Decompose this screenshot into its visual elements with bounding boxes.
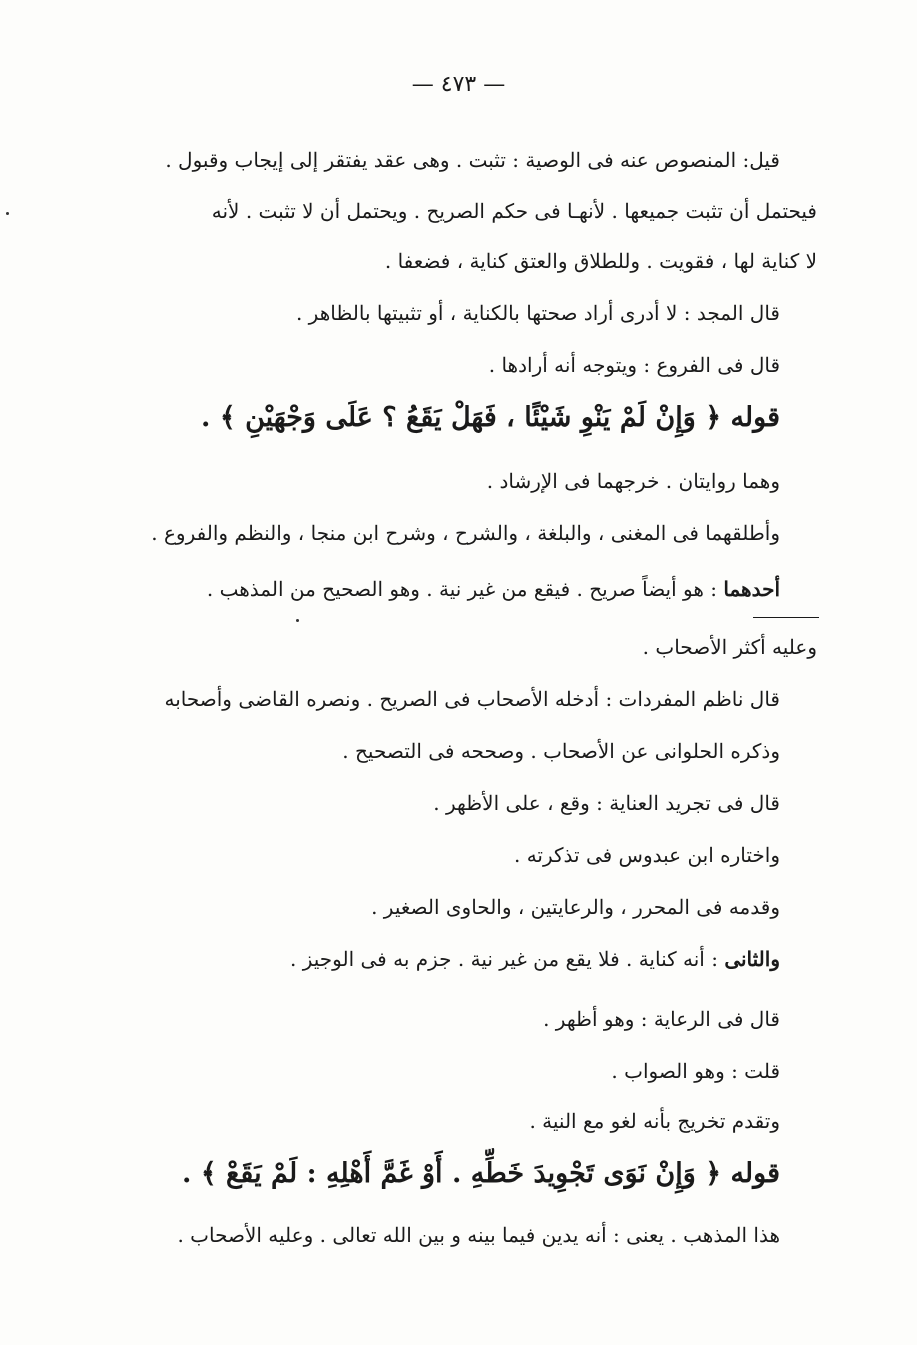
line-text: قال فى الرعاية : وهو أظهر . (543, 1007, 780, 1031)
line-text: لا كناية لها ، فقويت . وللطلاق والعتق كناية ، فضعفا . (384, 249, 817, 273)
text-line (433, 788, 780, 818)
line-text: هذا المذهب . يعنى : أنه يدين فيما بينه و بين الله تعالى . وعليه الأصحاب . (177, 1223, 780, 1247)
text-line (165, 145, 780, 175)
text-line (212, 196, 817, 226)
text-line (290, 944, 780, 974)
text-line (643, 632, 817, 662)
line-text: قال فى الفروع : ويتوجه أنه أرادها . (488, 353, 780, 377)
line-text: فيحتمل أن تثبت جميعها . لأنهـا فى حكم الصريح . ويحتمل أن لا تثبت . لأنه (211, 199, 817, 223)
print-speck (296, 619, 299, 622)
line-text: قال المجد : لا أدرى أراد صحتها بالكناية ، أو تثبيتها بالظاهر . (295, 301, 780, 325)
text-line (371, 892, 780, 922)
text-line (487, 466, 780, 496)
print-speck (6, 212, 9, 215)
quoted-heading (182, 1154, 780, 1194)
line-text: وهما روايتان . خرجهما فى الإرشاد . (486, 469, 780, 493)
line-text: قال ناظم المفردات : أدخله الأصحاب فى الصريح . ونصره القاضى وأصحابه (164, 687, 780, 711)
lead-word: قوله (730, 1158, 780, 1189)
line-text: وعليه أكثر الأصحاب . (642, 635, 817, 659)
lead-word: أحدهما (723, 577, 780, 601)
text-line (177, 1220, 780, 1250)
text-line (543, 1004, 780, 1034)
quoted-text: ﴿ وَإِنْ نَوَى تَجْوِيدَ خَطِّهِ . أَوْ غَمَّ أَهْلِهِ : لَمْ يَقَعْ ﴾ . (182, 1158, 722, 1189)
line-text: قلت : وهو الصواب . (611, 1059, 780, 1083)
quoted-heading (201, 398, 780, 438)
page-number: — ٤٧٣ — (411, 72, 506, 97)
overline-mark (753, 617, 819, 618)
text-line (164, 684, 780, 714)
line-text: وتقدم تخريج بأنه لغو مع النية . (529, 1109, 780, 1133)
text-line (296, 298, 780, 328)
line-text: : أنه كناية . فلا يقع من غير نية . جزم به فى الوجيز . (290, 947, 718, 971)
text-line (489, 350, 780, 380)
lead-word: قوله (730, 402, 780, 433)
text-line (529, 1106, 780, 1136)
line-text: واختاره ابن عبدوس فى تذكرته . (513, 843, 780, 867)
text-line (151, 518, 780, 548)
line-text: وذكره الحلوانى عن الأصحاب . وصححه فى التصحيح . (342, 739, 780, 763)
lead-word: والثانى (724, 947, 780, 971)
quoted-text: ﴿ وَإِنْ لَمْ يَنْوِ شَيْئًا ، فَهَلْ يَقَعُ ؟ عَلَى وَجْهَيْنِ ﴾ . (201, 402, 722, 433)
line-text: قيل: المنصوص عنه فى الوصية : تثبت . وهى عقد يفتقر إلى إيجاب وقبول . (165, 148, 780, 172)
line-text: وأطلقهما فى المغنى ، والبلغة ، والشرح ، وشرح ابن منجا ، والنظم والفروع . (151, 521, 780, 545)
line-text: وقدمه فى المحرر ، والرعايتين ، والحاوى الصغير . (371, 895, 780, 919)
text-line (207, 574, 780, 604)
text-line (342, 736, 780, 766)
text-line (611, 1056, 780, 1086)
text-line (385, 246, 817, 276)
text-line (514, 840, 780, 870)
line-text: : هو أيضاً صريح . فيقع من غير نية . وهو الصحيح من المذهب . (206, 577, 718, 601)
line-text: قال فى تجريد العناية : وقع ، على الأظهر . (433, 791, 780, 815)
